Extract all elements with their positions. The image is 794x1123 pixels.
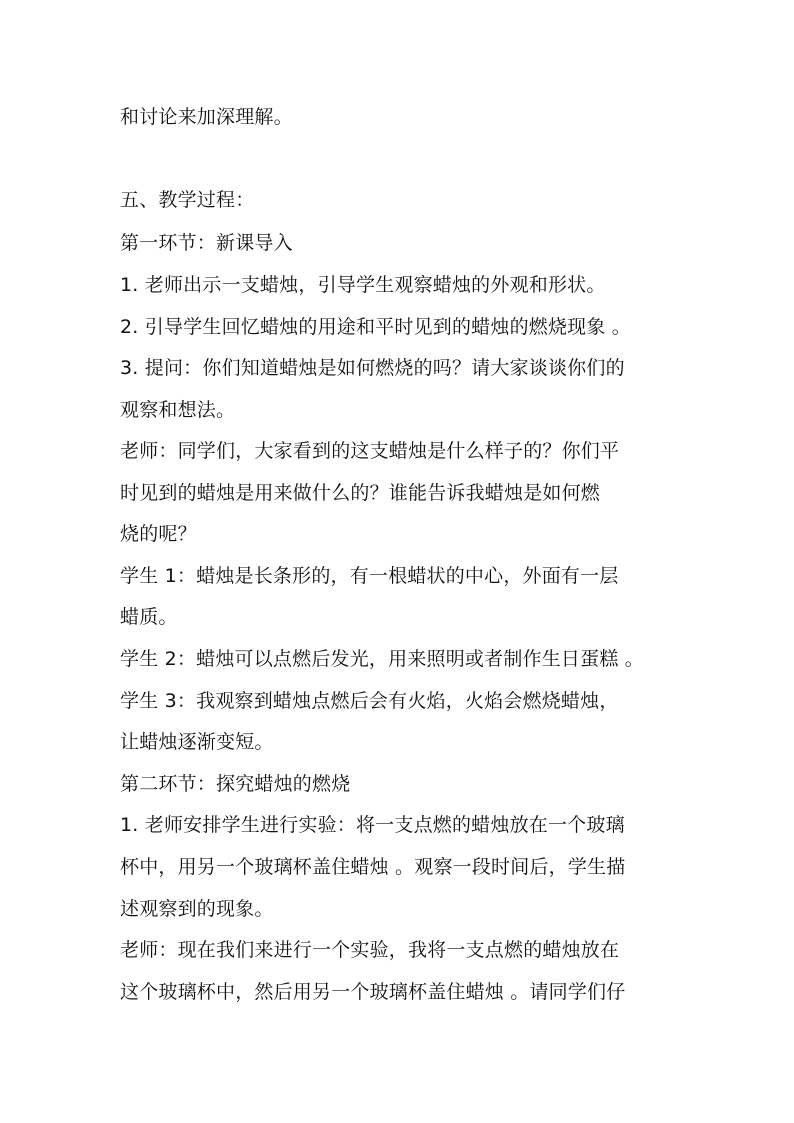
text-line: 蜡质。 [120, 606, 178, 628]
text-line: 和讨论来加深理解。 [120, 106, 293, 128]
text-line: 老师：同学们，大家看到的这支蜡烛是什么样子的？你们平 [120, 440, 620, 462]
text-line: 老师：现在我们来进行一个实验，我将一支点燃的蜡烛放在 [120, 939, 620, 961]
text-line: 让蜡烛逐渐变短。 [120, 731, 274, 753]
text-line: 1. 老师安排学生进行实验：将一支点燃的蜡烛放在一个玻璃 [120, 814, 625, 836]
subsection-heading: 第二环节：探究蜡烛的燃烧 [120, 773, 351, 795]
text-line: 时见到的蜡烛是用来做什么的？谁能告诉我蜡烛是如何燃 [120, 482, 601, 504]
text-line: 2. 引导学生回忆蜡烛的用途和平时见到的蜡烛的燃烧现象 。 [120, 316, 632, 338]
text-line: 杯中，用另一个玻璃杯盖住蜡烛 。观察一段时间后，学生描 [120, 856, 626, 878]
subsection-heading: 第一环节：新课导入 [120, 232, 293, 254]
text-line: 学生 2：蜡烛可以点燃后发光，用来照明或者制作生日蛋糕 。 [120, 648, 644, 670]
text-line: 烧的呢？ [120, 523, 197, 545]
text-line: 述观察到的现象。 [120, 898, 274, 920]
text-line: 3. 提问：你们知道蜡烛是如何燃烧的吗？请大家谈谈你们的 [120, 357, 625, 379]
text-line: 1. 老师出示一支蜡烛，引导学生观察蜡烛的外观和形状。 [120, 274, 606, 296]
text-line: 这个玻璃杯中，然后用另一个玻璃杯盖住蜡烛 。请同学们仔 [120, 981, 626, 1003]
text-line: 观察和想法。 [120, 399, 236, 421]
text-line: 学生 1：蜡烛是长条形的，有一根蜡状的中心，外面有一层 [120, 565, 619, 587]
text-line: 学生 3：我观察到蜡烛点燃后会有火焰，火焰会燃烧蜡烛， [120, 690, 619, 712]
section-heading: 五、教学过程： [120, 189, 255, 211]
